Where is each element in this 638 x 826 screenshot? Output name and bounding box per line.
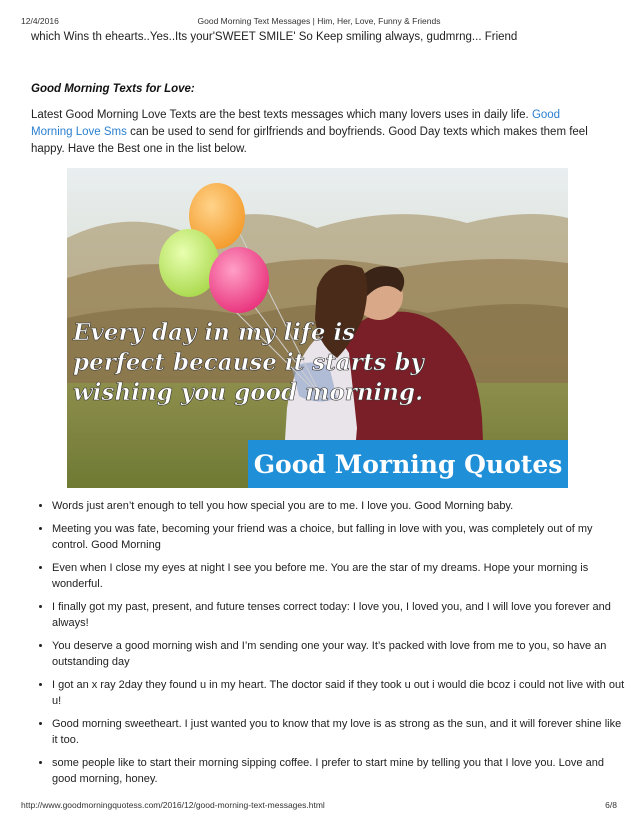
page-number: 6/8 bbox=[605, 800, 617, 810]
quote-line-1: Every day in my life is bbox=[73, 319, 356, 346]
list-item: • Words just aren’t enough to tell you how special you are to me. I love you. Good Morning baby. bbox=[52, 498, 626, 514]
quotes-banner-text: Good Morning Quotes bbox=[253, 450, 563, 479]
list-item: • I finally got my past, present, and future tenses correct today: I love you, I loved you, and I will love you forever and always! bbox=[52, 599, 626, 631]
print-title: Good Morning Text Messages | Him, Her, Love, Funny & Friends bbox=[197, 16, 441, 26]
good-morning-love-sms-link[interactable]: Good Morning Love Sms bbox=[31, 109, 561, 138]
list-item: • Meeting you was fate, becoming your friend was a choice, but falling in love with you, was completely out of my control. Good Morning bbox=[52, 521, 626, 553]
print-url: http://www.goodmorningquotess.com/2016/12/good-morning-text-messages.html bbox=[21, 800, 325, 810]
print-date: 12/4/2016 bbox=[21, 16, 59, 26]
list-item: • I got an x ray 2day they found u in my heart. The doctor said if they took u out i would die bcoz i could not live with out u! bbox=[52, 677, 626, 709]
list-item: • You deserve a good morning wish and I’m sending one your way. It’s packed with love from me to you, so have an outstanding day bbox=[52, 638, 626, 670]
intro-text-after-link: can be used to send for girlfriends and boyfriends. Good Day texts which makes them feel happy. Have the Best one in the list below. bbox=[31, 126, 588, 155]
list-item: • some people like to start their morning sipping coffee. I prefer to start mine by telling you that I love you. Love and good morning, honey. bbox=[52, 755, 626, 787]
quote-line-3: wishing you good morning. bbox=[73, 379, 424, 406]
intro-paragraph bbox=[31, 107, 599, 158]
quote-line-2: perfect because it starts by bbox=[73, 349, 424, 376]
print-header bbox=[21, 16, 617, 28]
pink-balloon bbox=[209, 247, 269, 313]
list-item: • Good morning sweetheart. I just wanted you to know that my love is as strong as the sun, and it will forever shine like it too. bbox=[52, 716, 626, 748]
section-heading: Good Morning Texts for Love: bbox=[31, 83, 195, 95]
hero-image bbox=[67, 168, 568, 488]
print-footer bbox=[21, 800, 617, 812]
message-list bbox=[35, 498, 626, 794]
list-item: • Even when I close my eyes at night I see you before me. You are the star of my dreams. Hope your morning is wonderful. bbox=[52, 560, 626, 592]
intro-text-before-link: Latest Good Morning Love Texts are the best texts messages which many lovers uses in daily life. bbox=[31, 109, 532, 121]
intro-line: which Wins th ehearts..Yes..Its your'SWEET SMILE' So Keep smiling always, gudmrng... Friend bbox=[31, 31, 518, 43]
